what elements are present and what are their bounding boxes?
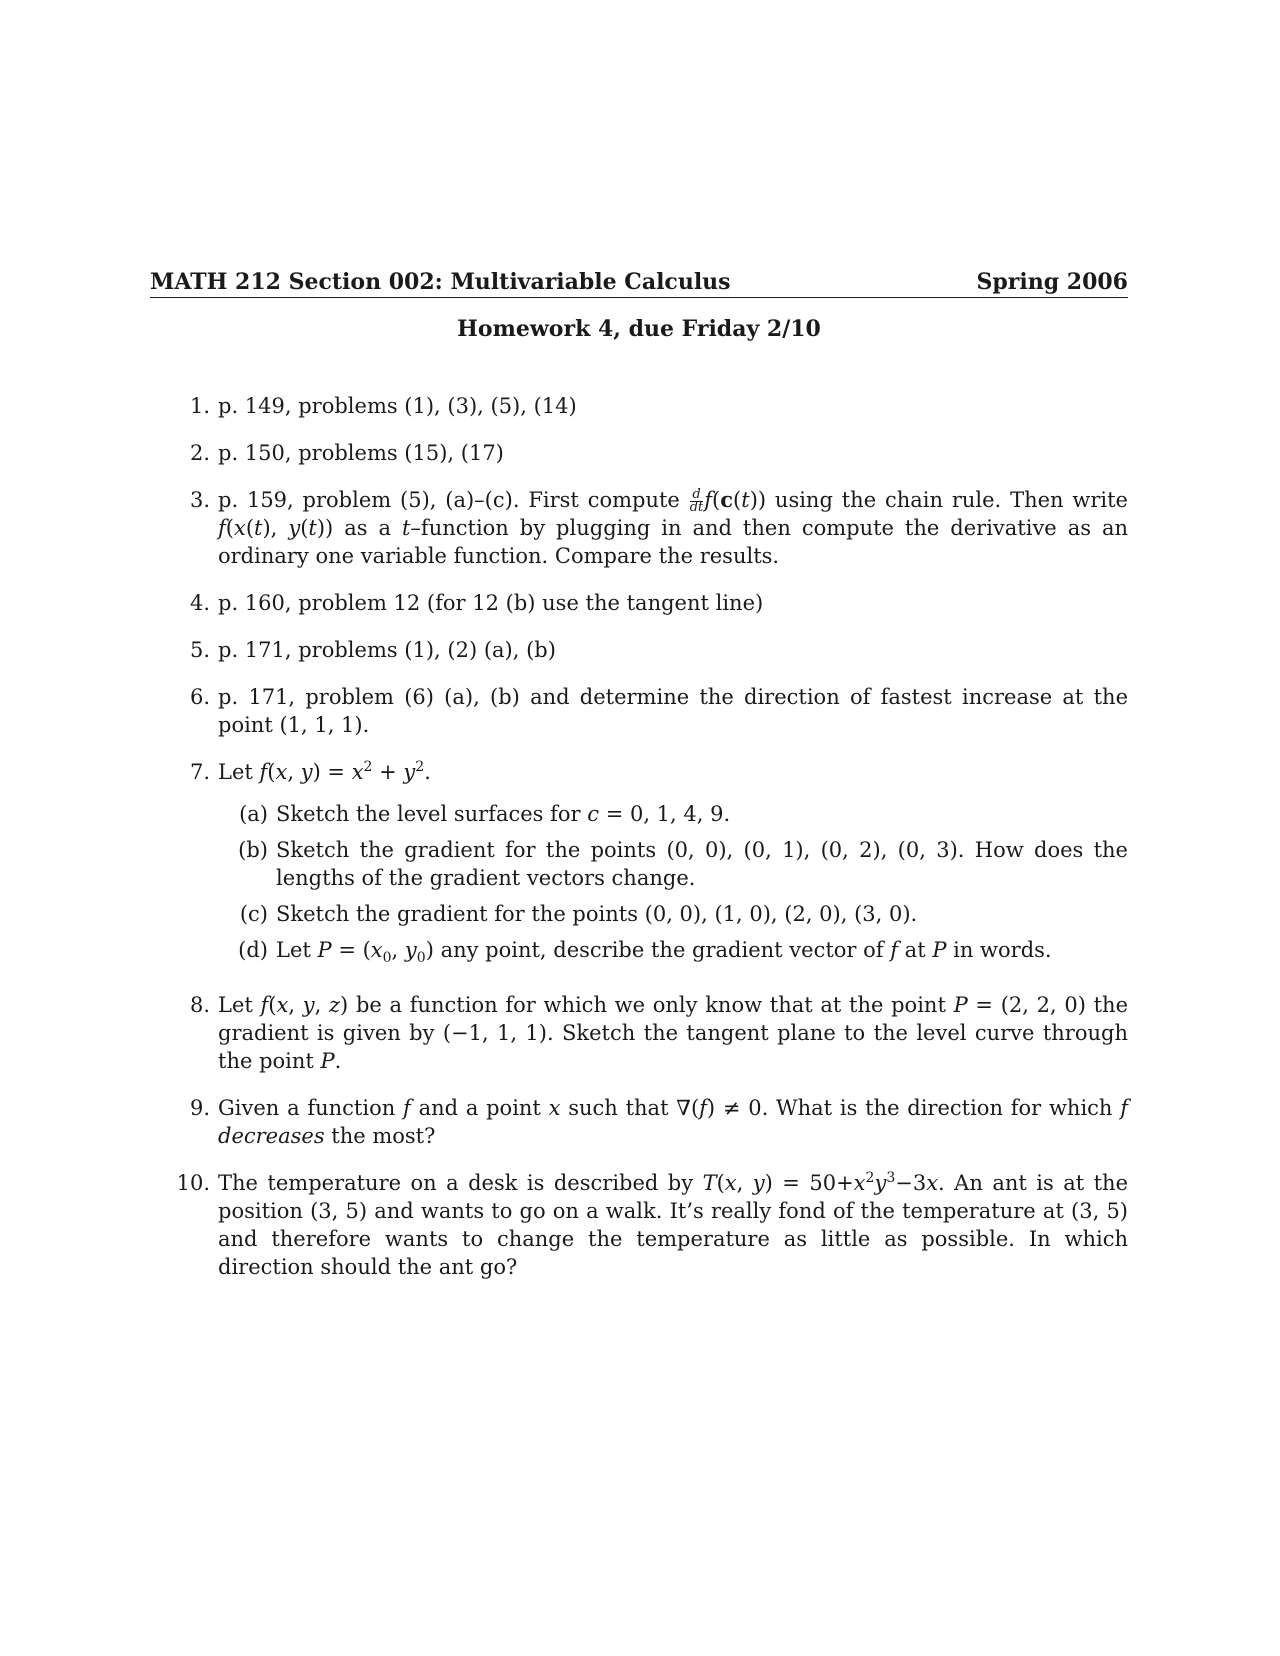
- problem-5: [150, 636, 1128, 664]
- page-header: [150, 270, 1128, 298]
- problem-list: [150, 392, 1128, 1281]
- problem-number: 7.: [189, 760, 210, 785]
- problem-9: [150, 1094, 1128, 1150]
- problem-text: p. 150, problems (15), (17): [218, 441, 504, 466]
- problem-number: 1.: [189, 394, 210, 419]
- problem-text: p. 149, problems (1), (3), (5), (14): [218, 394, 577, 419]
- assignment-title: Homework 4, due Friday 2/10: [457, 316, 821, 343]
- problem-1: [150, 392, 1128, 420]
- problem-4: [150, 589, 1128, 617]
- problem-number: 3.: [189, 488, 210, 513]
- problem-2: [150, 439, 1128, 467]
- subproblem-text: Sketch the gradient for the points (0, 0), (0, 1), (0, 2), (0, 3). How does the lengths of the gradient vectors change.: [276, 838, 1128, 891]
- problem-8: [150, 991, 1128, 1075]
- subproblem-label: (d): [238, 938, 268, 963]
- problem-text: Let f(x, y, z) be a function for which we only know that at the point P = (2, 2, 0) the gradient is given by (−1, 1, 1). Sketch the tangent plane to the level curve through the point P.: [218, 993, 1128, 1074]
- subproblem-a: [218, 800, 1128, 828]
- problem-number: 6.: [189, 685, 210, 710]
- subproblem-label: (b): [238, 838, 268, 863]
- problem-text: p. 171, problem (6) (a), (b) and determine the direction of fastest increase at the point (1, 1, 1).: [218, 685, 1128, 738]
- subproblem-label: (c): [239, 902, 268, 927]
- subproblem-b: [218, 836, 1128, 892]
- problem-number: 10.: [176, 1171, 210, 1196]
- course-title: MATH 212 Section 002: Multivariable Calculus: [150, 269, 731, 295]
- problem-number: 9.: [189, 1096, 210, 1121]
- problem-3: [150, 486, 1128, 570]
- subproblem-text: Sketch the level surfaces for c = 0, 1, 4, 9.: [276, 802, 731, 827]
- problem-number: 4.: [189, 591, 210, 616]
- subproblem-text: Sketch the gradient for the points (0, 0), (1, 0), (2, 0), (3, 0).: [276, 902, 918, 927]
- subproblem-label: (a): [239, 802, 268, 827]
- problem-text: p. 159, problem (5), (a)–(c). First compute $\frac{d}{dt}$ f(c(t)) using the chain rule. Then write f(x(t), y(t)) as a t–function by plugging in and then compute the derivative as an ordinary one variable function. Compare the results.: [218, 487, 1129, 569]
- problem-6: [150, 683, 1128, 739]
- problem-intro: Let f(x, $y) = x^2 + y^2$.: [218, 759, 431, 785]
- problem-text: The temperature on a desk is described by T(x, $y) = 50+x^2y^3-3x$. An ant is at the position (3, 5) and wants to go on a walk. It’s really fond of the temperature at (3, 5) and therefore wants to change the temperature as little as possible. In which direction should the ant go?: [218, 1170, 1129, 1280]
- problem-7: [150, 758, 1128, 972]
- problem-text: Given a function f and a point x such that ∇(f) ≠ 0. What is the direction for which f decreases the most?: [218, 1096, 1128, 1149]
- subproblem-d: [218, 936, 1128, 967]
- subproblem-text: Let $P = (x_0$, $y_0$) any point, describe the gradient vector of f at P in words.: [276, 938, 1052, 967]
- problem-body: [218, 758, 1128, 972]
- term-label: Spring 2006: [976, 269, 1128, 295]
- problem-number: 8.: [189, 993, 210, 1018]
- subproblem-c: [218, 900, 1128, 928]
- problem-number: 2.: [189, 441, 210, 466]
- derivative-fraction: $\frac{d}{dt}$: [689, 487, 704, 516]
- problem-text: p. 160, problem 12 (for 12 (b) use the tangent line): [218, 591, 764, 616]
- subproblem-list: [218, 800, 1128, 967]
- problem-10: [150, 1169, 1128, 1281]
- homework-page: [150, 270, 1128, 1300]
- problem-number: 5.: [189, 638, 210, 663]
- problem-text: p. 171, problems (1), (2) (a), (b): [218, 638, 556, 663]
